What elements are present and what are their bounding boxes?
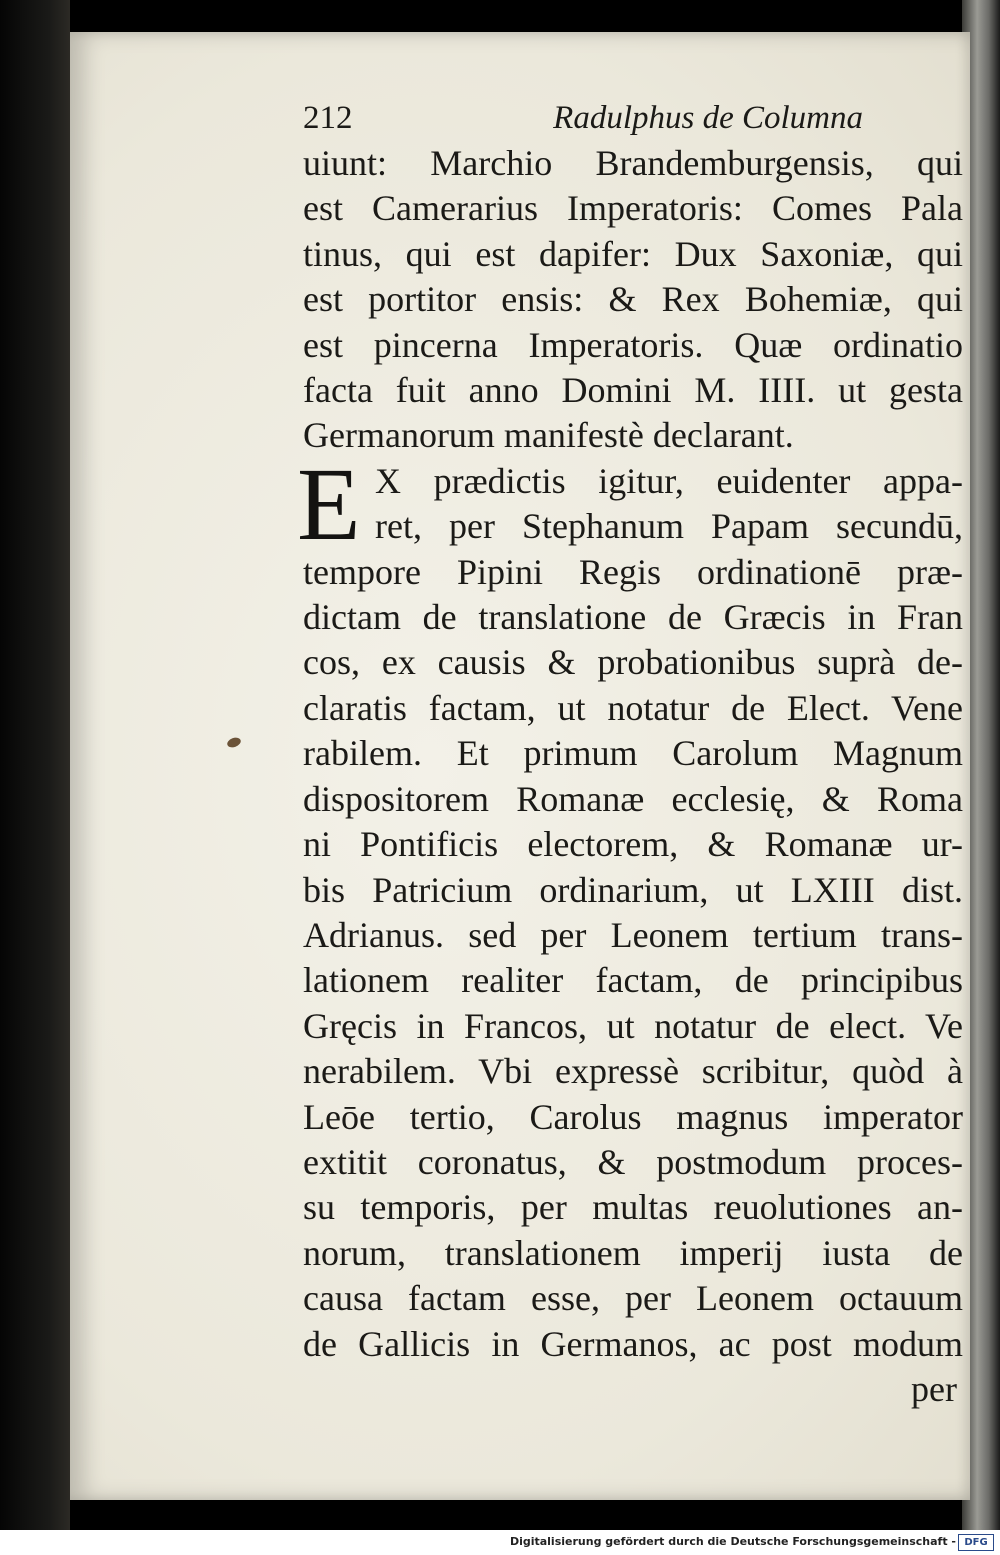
text-line: de Gallicis in Germanos, ac post modum [303, 1323, 963, 1364]
text-line: Germanorum manifestè declarant. [303, 415, 794, 456]
drop-initial: E [297, 446, 361, 562]
text-line: tempore Pipini Regis ordinationē præ- [303, 551, 963, 592]
page-number: 212 [303, 100, 353, 136]
book-spine-left [0, 0, 70, 1530]
text-line: causa factam esse, per Leonem octauum [303, 1278, 963, 1319]
dfg-logo: DFG [958, 1534, 994, 1551]
text-line: lationem realiter factam, de principibus [303, 960, 963, 1001]
text-line: dictam de translatione de Græcis in Fran [303, 597, 963, 638]
running-title: Radulphus de Columna [553, 100, 863, 136]
text-line: bis Patricium ordinarium, ut LXIII dist. [303, 869, 963, 910]
catchword: per [911, 1368, 957, 1409]
book-page [70, 32, 970, 1500]
text-line: tinus, qui est dapifer: Dux Saxoniæ, qui [303, 233, 963, 274]
text-line: ni Pontificis electorem, & Romanæ ur- [303, 824, 963, 865]
text-line: X prædictis igitur, euidenter appa- [375, 460, 963, 501]
text-line: Gręcis in Francos, ut notatur de elect. Ve [303, 1005, 963, 1046]
text-line: facta fuit anno Domini M. IIII. ut gesta [303, 370, 963, 411]
text-line: dispositorem Romanæ ecclesię, & Roma [303, 778, 963, 819]
text-line: uiunt: Marchio Brandemburgensis, qui [303, 143, 963, 183]
ink-blot [226, 736, 242, 749]
text-line: rabilem. Et primum Carolum Magnum [303, 733, 963, 774]
text-line: est portitor ensis: & Rex Bohemiæ, qui [303, 279, 963, 320]
text-line: extitit coronatus, & postmodum proces- [303, 1141, 963, 1182]
text-line: est pincerna Imperatoris. Quæ ordinatio [303, 324, 963, 365]
paragraph-1 [303, 141, 963, 459]
text-line: est Camerarius Imperatoris: Comes Pala [303, 188, 963, 229]
text-line: claratis factam, ut notatur de Elect. Vene [303, 687, 963, 728]
paragraph-2 [297, 446, 963, 1367]
text-line: nerabilem. Vbi expressè scribitur, quòd à [303, 1051, 963, 1092]
page-text [297, 96, 963, 1412]
running-header [303, 96, 863, 141]
funding-credit: Digitalisierung gefördert durch die Deutsche Forschungsgemeinschaft - [509, 1535, 956, 1548]
text-line: norum, translationem imperij iusta de [303, 1232, 963, 1273]
text-line: cos, ex causis & probationibus suprà de- [303, 642, 963, 683]
footer-bar [0, 1530, 1000, 1555]
text-line: su temporis, per multas reuolutiones an- [303, 1187, 963, 1228]
text-line: Leōe tertio, Carolus magnus imperator [303, 1096, 963, 1137]
text-line: Adrianus. sed per Leonem tertium trans- [303, 914, 963, 955]
text-line: ret, per Stephanum Papam secundū, [375, 506, 963, 547]
